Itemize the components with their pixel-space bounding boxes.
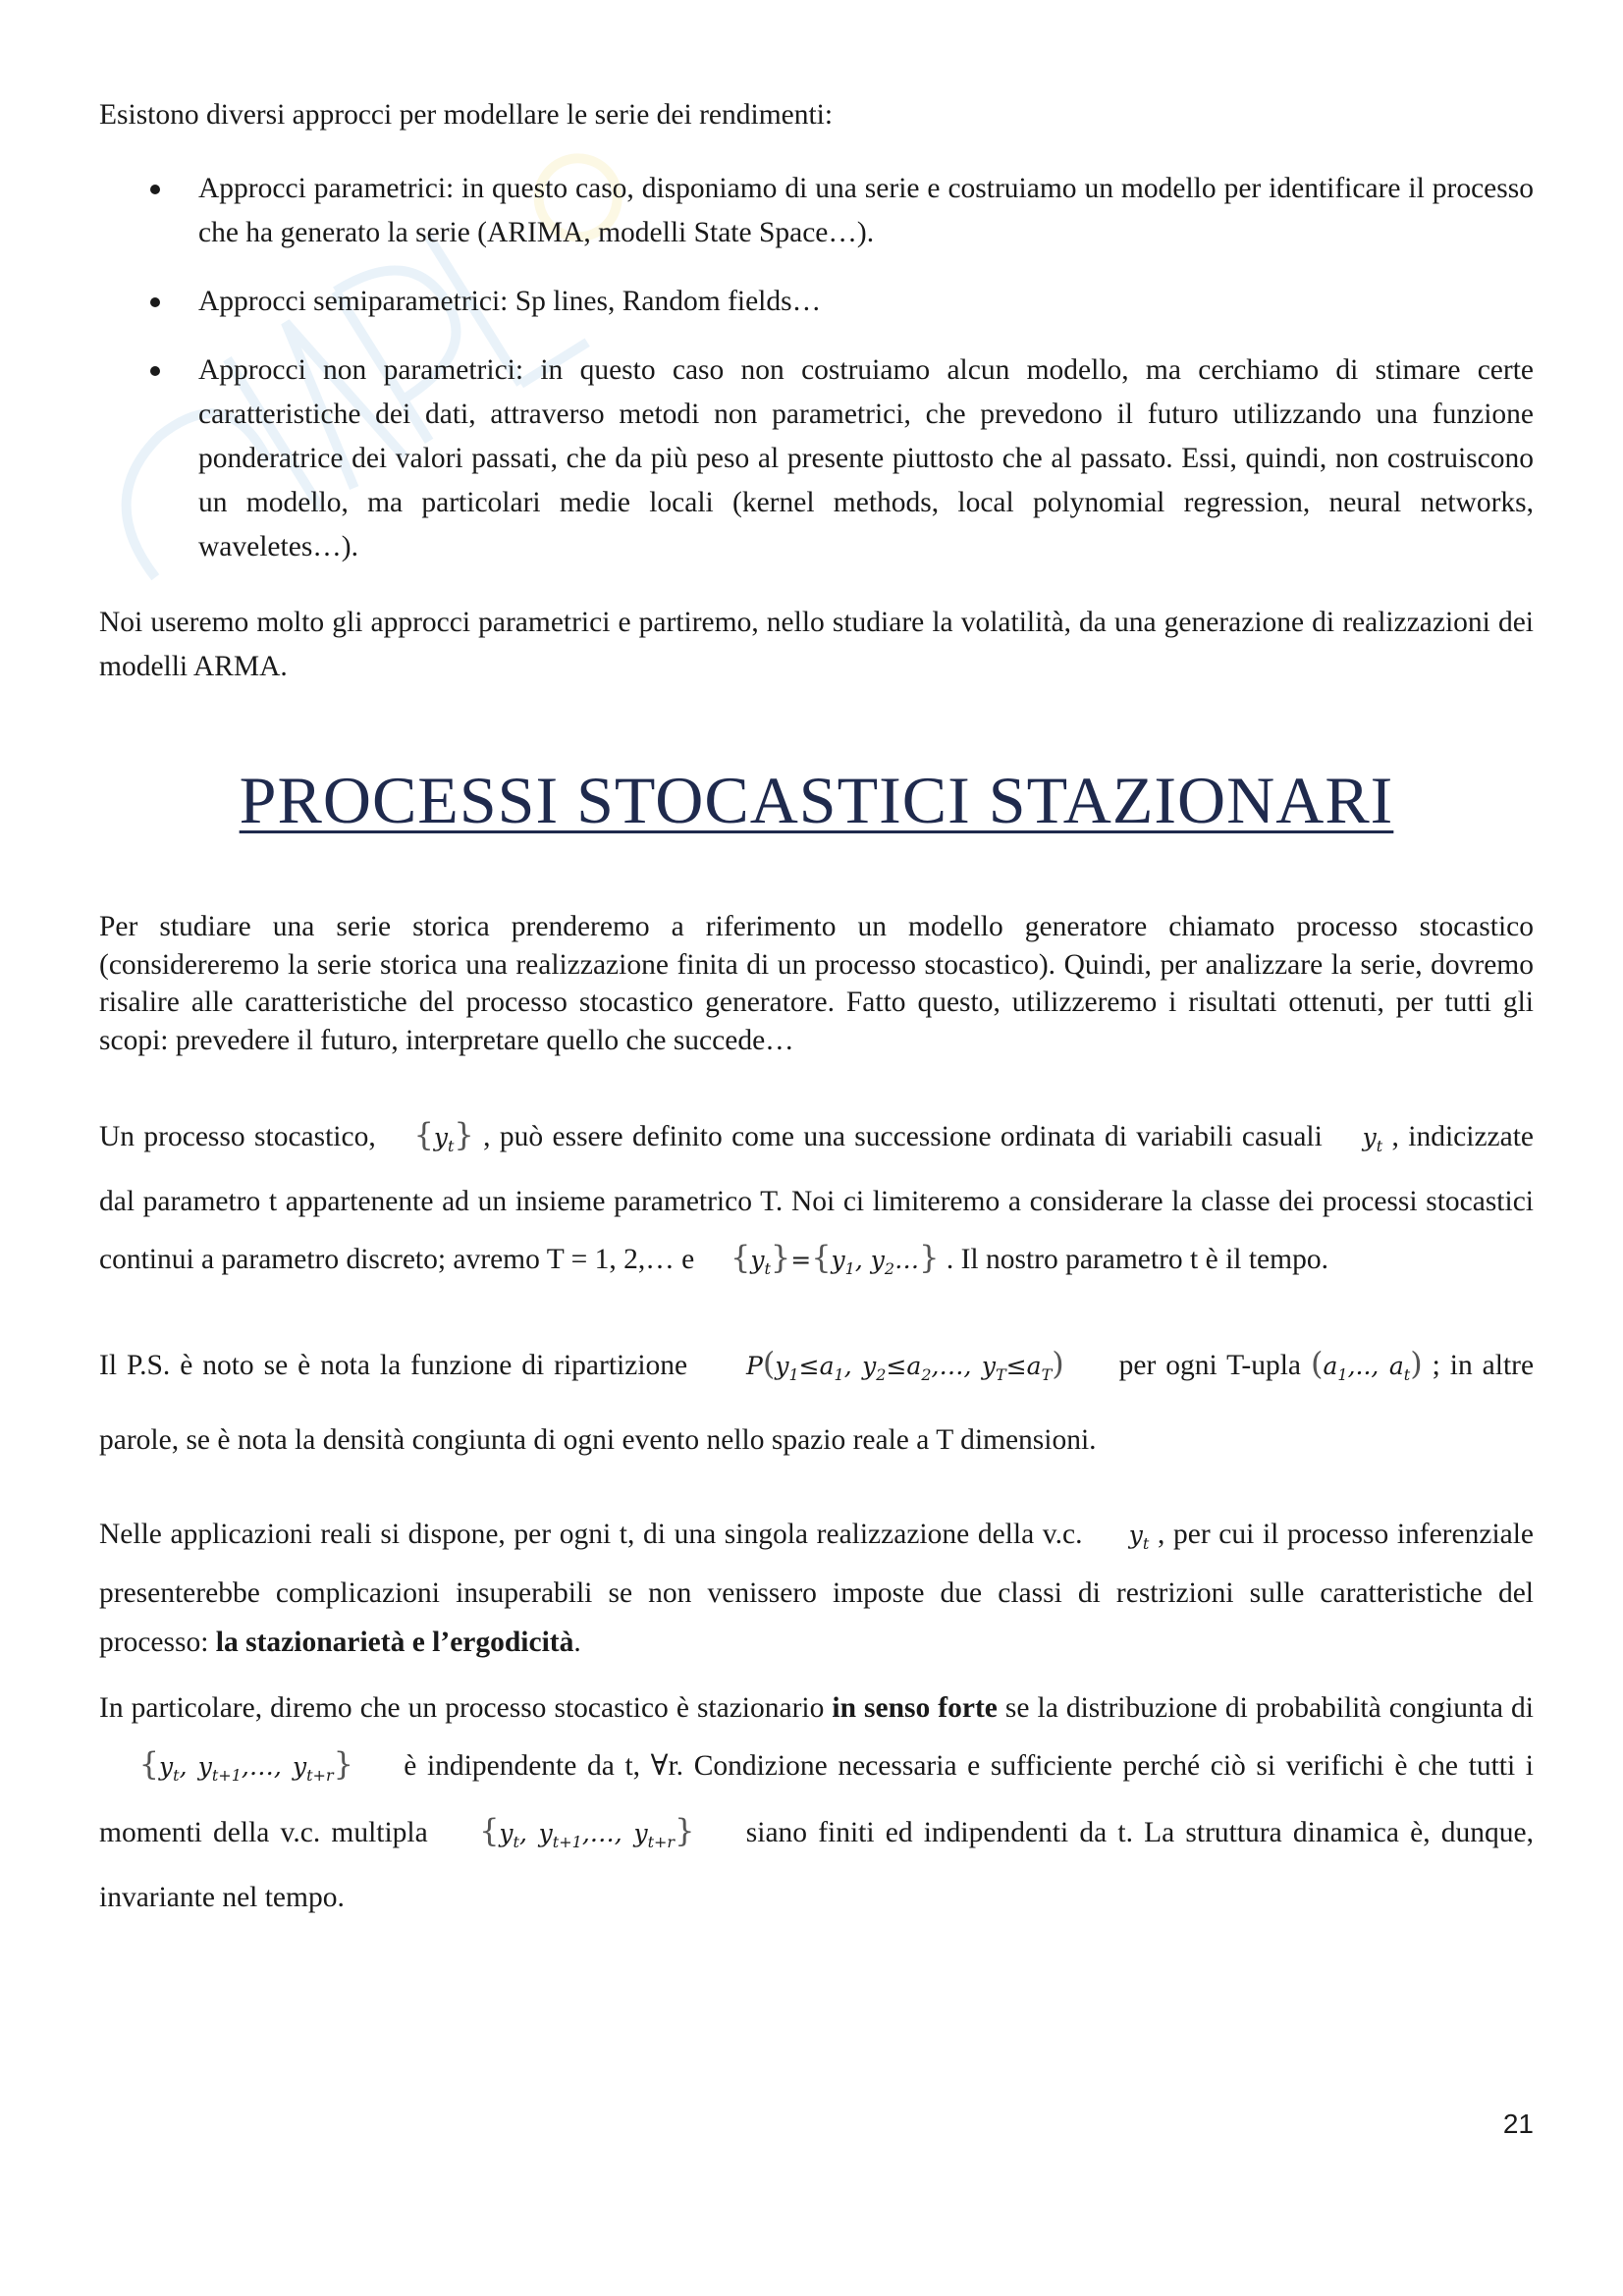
approaches-list <box>99 167 1534 594</box>
section-heading: PROCESSI STOCASTICI STAZIONARI <box>239 763 1394 837</box>
bullet-icon <box>150 185 160 194</box>
page-number: 21 <box>1502 2109 1534 2139</box>
realizations-paragraph: Nelle applicazioni reali si dispone, per ogni t, di una singola realizzazione della v.c. $y_t$ , per cui il processo inferenziale presenterebbe complicazioni insuperabili se non venissero imposte due classi di restrizioni sulle caratteristiche del processo: la stazionarietà e l’ergodicità. <box>99 1519 1535 1658</box>
list-item: Approcci parametrici: in questo caso, disponiamo di una serie e costruiamo un modello per identificare il processo che ha generato la serie (ARIMA, modelli State Space…). <box>99 167 1534 255</box>
formula-yt-set: $\{y_t\}$ <box>413 1116 474 1155</box>
arma-paragraph: Noi useremo molto gli approcci parametrici e partiremo, nello studiare la volatilità, da una generazione di realizzazioni dei modelli ARMA. <box>99 607 1534 682</box>
formula-joint-vector: {$y_t$, $y_{t+1},\dots$, $y_{t+r}$} <box>479 1812 695 1851</box>
formula-yt-sequence: $\{y_t\}=\{y_1$, $y_2\dots$} <box>730 1239 940 1278</box>
strong-stationarity-paragraph: In particolare, diremo che un processo stocastico è stazionario in senso forte se la distribuzione di probabilità congiunta di {$y_t$, $y_{t+1},\dots$, $y_{t+r}$} è indipendente da t, ∀r. Condizione necessaria e sufficiente perché ciò si verifichi è che tutti i momenti della v.c. multipla {$y_t$, $y_{t+1},\dots$, $y_{t+r}$} siano finiti ed indipendenti da t. La struttura dinamica è, dunque, invariante nel tempo. <box>99 1692 1535 1913</box>
formula-yt: $y_t$ <box>1362 1123 1383 1155</box>
formula-distribution-function: $P(y_1\le a_1$, $y_2\le a_2,\dots$, $y_T\le a_T$) <box>746 1345 1064 1384</box>
definition-paragraph: Un processo stocastico, $\{y_t\}$ , può essere definito come una successione ordinata di variabili casuali $y_t$ , indicizzate dal parametro t appartenente ad un insieme parametrico T. Noi ci limiteremo a considerare la classe dei processi stocastici continui a parametro discreto; avremo T = 1, 2,… e $\{y_t\}=\{y_1$, $y_2\dots$} . Il nostro parametro t è il tempo. <box>99 1116 1535 1278</box>
formula-joint-vector: {$y_t$, $y_{t+1},\dots$, $y_{t+r}$} <box>138 1745 353 1785</box>
list-item: Approcci semiparametrici: Sp lines, Random fields… <box>99 280 1534 324</box>
list-item: Approcci non parametrici: in questo caso non costruiamo alcun modello, ma cerchiamo di stimare certe caratteristiche dei dati, attraverso metodi non parametrici, che prevedono il futuro utilizzando una funzione ponderatrice dei valori passati, che da più peso al presente piuttosto che al passato. Essi, quindi, non costruiscono un modello, ma particolari medie locali (kernel methods, local polynomial regression, neural networks, waveletes…). <box>99 348 1534 569</box>
ps-paragraph: Il P.S. è noto se è nota la funzione di ripartizione $P(y_1\le a_1$, $y_2\le a_2,\dots$, $y_T\le a_T$) per ogni T-upla ($a_1$,.., $a_t$) ; in altre parole, se è nota la densità congiunta di ogni evento nello spazio reale a T dimensioni. <box>99 1345 1535 1456</box>
bullet-icon <box>150 297 160 307</box>
bullet-icon <box>150 366 160 376</box>
intro-paragraph: Esistono diversi approcci per modellare le serie dei rendimenti: <box>99 99 834 131</box>
formula-yt: $y_t$ <box>1128 1521 1150 1553</box>
formula-t-tuple: ($a_1$,.., $a_t$) <box>1310 1345 1423 1384</box>
study-paragraph: Per studiare una serie storica prenderemo a riferimento un modello generatore chiamato processo stocastico (considereremo la serie storica una realizzazione finita di un processo stocastico). Quindi, per analizzare la serie, dovremo risalire alle caratteristiche del processo stocastico generatore. Fatto questo, utilizzeremo i risultati ottenuti, per tutti gli scopi: prevedere il futuro, interpretare quello che succede… <box>99 911 1534 1056</box>
